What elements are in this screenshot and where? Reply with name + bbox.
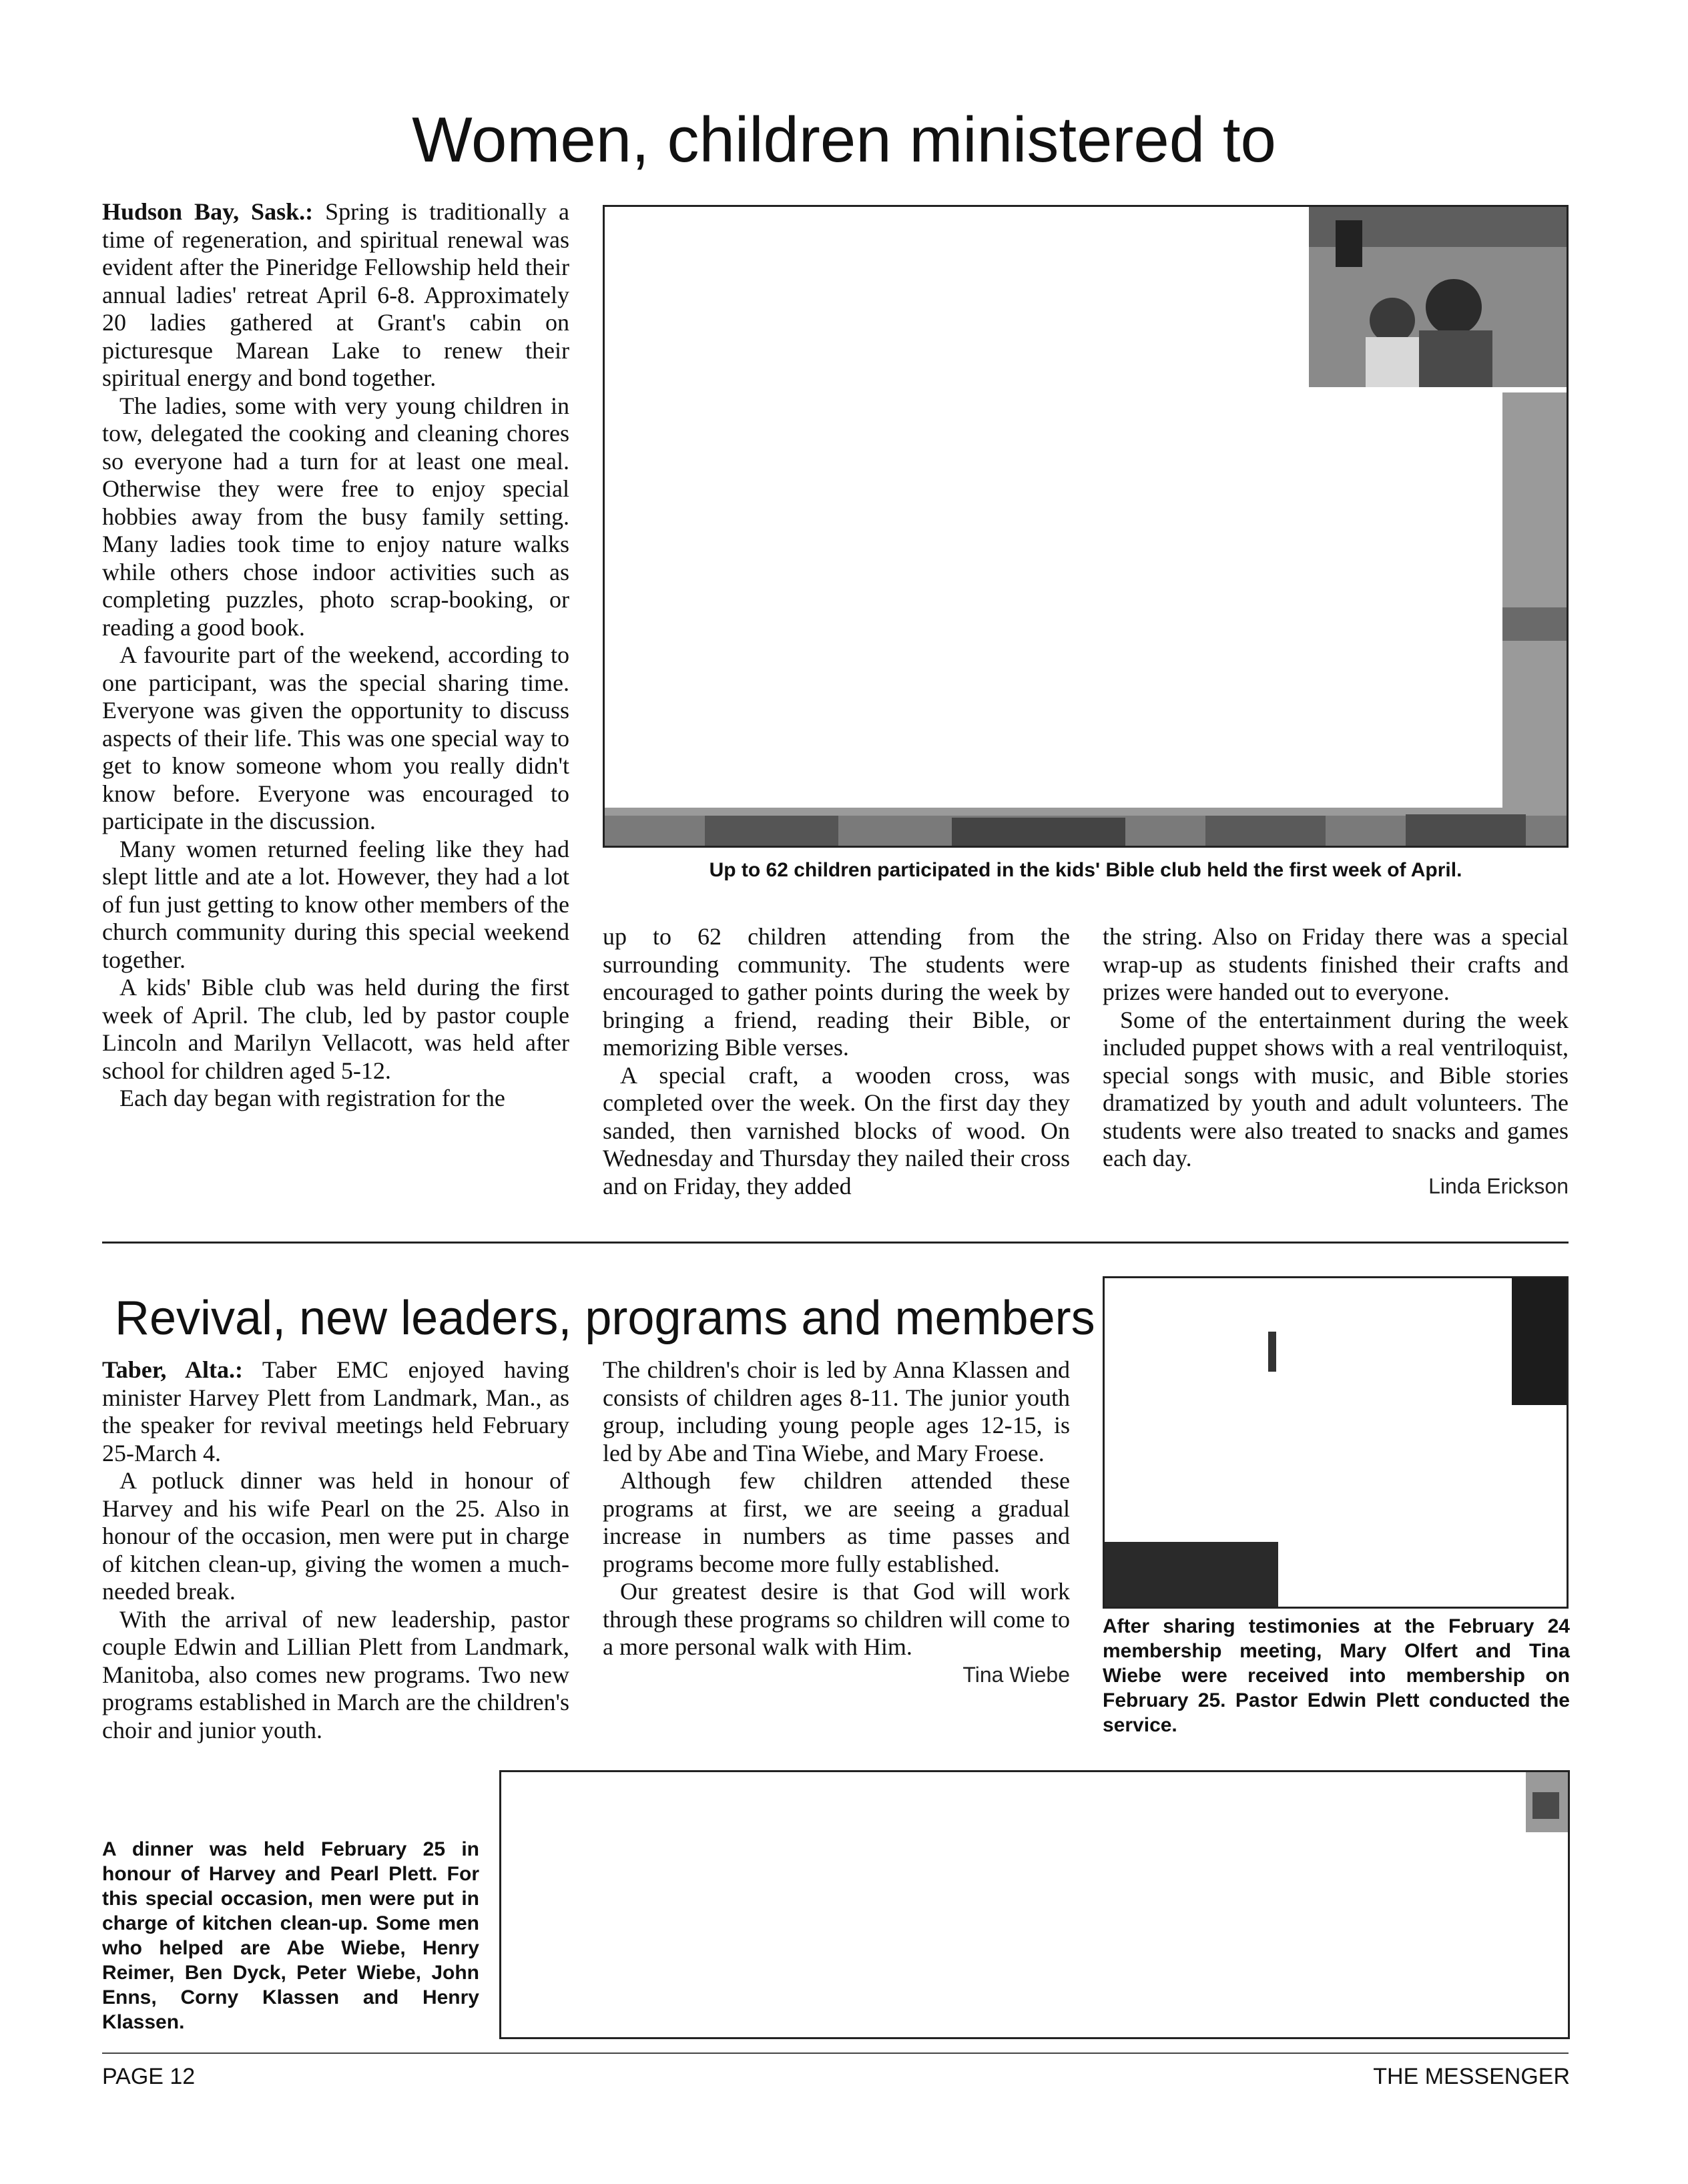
paragraph: A special craft, a wooden cross, was completed over the week. On the first day they sanded, then varnished blocks of wood. On Wednesday and Thursday they nailed their cross and on Friday, they added [603, 1061, 1070, 1199]
dinner-caption: A dinner was held February 25 in honour of Harvey and Pearl Plett. For this special occasion, men were put in charge of kitchen clean-up. Some men who helped are Abe Wiebe, Henry Reimer, Ben Dyck, Peter Wiebe, John Enns, Corny Klassen and Henry Klassen. [102, 1838, 479, 2033]
paragraph: Each day began with registration for the [119, 1085, 505, 1111]
article-column [102, 1356, 569, 1744]
paragraph: A potluck dinner was held in honour of Harvey and his wife Pearl on the 25. Also in honour of the occasion, men were put in charge of kitchen clean-up, giving the women a much-needed break. [102, 1467, 569, 1605]
photo-caption: After sharing testimonies at the February 24 membership meeting, Mary Olfert and Tina Wiebe were received into membership on February 25. Pastor Edwin Plett conducted the service. [1103, 1615, 1570, 1736]
photo-caption: Up to 62 children participated in the kids' Bible club held the first week of April. [709, 859, 1462, 881]
paragraph: Some of the entertainment during the week included puppet shows with a real ventriloquist, special songs with music, and Bible stories dramatized by youth and adult volunteers. The students were also treated to snacks and games each day. [1103, 1006, 1569, 1171]
photo-fragments [1105, 1278, 1567, 1607]
article-column [603, 1356, 1070, 1689]
paragraph: Our greatest desire is that God will work through these programs so children will come to a more personal walk with Him. [603, 1578, 1070, 1660]
dateline: Taber, Alta.: [102, 1356, 243, 1383]
paragraph: With the arrival of new leadership, pastor couple Edwin and Lillian Plett from Landmark, Manitoba, also comes new programs. Two new programs established in March are the children's choir and junior youth. [102, 1605, 569, 1743]
article-column [603, 923, 1070, 1200]
page-number: PAGE 12 [102, 2064, 196, 2089]
section-divider [102, 1242, 1569, 1244]
paragraph: the string. Also on Friday there was a special wrap-up as students finished their crafts and prizes were handed out to everyone. [1103, 923, 1569, 1005]
paragraph: Many women returned feeling like they had slept little and ate a lot. However, they had a lot of fun just getting to know other members of the church community during this special weekend together. [102, 835, 569, 973]
paragraph: Taber, Alta.: Taber EMC enjoyed having minister Harvey Plett from Landmark, Man., as the speaker for revival meetings held February 25-March 4. [102, 1356, 569, 1466]
byline: Linda Erickson [1428, 1173, 1569, 1198]
article-column [1103, 923, 1569, 1200]
paragraph: up to 62 children attending from the surrounding community. The students were encouraged to gather points during the week by bringing a friend, reading their Bible, or memorizing Bible verses. [603, 923, 1070, 1061]
paragraph: A favourite part of the weekend, according to one participant, was the special sharing time. Everyone was given the opportunity to discuss aspects of their life. This was one special way to get to know someone whom you really didn't know before. Everyone was encouraged to participate in the discussion. [102, 641, 569, 834]
footer-rule [102, 2053, 1569, 2054]
dateline: Hudson Bay, Sask.: [102, 198, 314, 225]
byline: Tina Wiebe [962, 1662, 1070, 1687]
photo-fragments [501, 1772, 1568, 2037]
article-title: Women, children ministered to [412, 104, 1276, 176]
paragraph: Hudson Bay, Sask.: Spring is traditionally a time of regeneration, and spiritual renewal was evident after the Pineridge Fellowship held their annual ladies' retreat April 6-8. Approximately 20 ladies gathered at Grant's cabin on picturesque Marean Lake to renew their spiritual energy and bond together. [102, 198, 569, 391]
membership-photo [1103, 1276, 1569, 1609]
dinner-photo [499, 1770, 1570, 2039]
paragraph: Although few children attended these programs at first, we are seeing a gradual increase in numbers as time passes and programs become more fully established. [603, 1467, 1070, 1577]
paragraph: The children's choir is led by Anna Klassen and consists of children ages 8-11. The junior youth group, including young people ages 12-15, is led by Abe and Tina Wiebe, and Mary Froese. [603, 1356, 1070, 1466]
photo-fragments [605, 207, 1567, 846]
paragraph: A kids' Bible club was held during the first week of April. The club, led by pastor couple Lincoln and Marilyn Vellacott, was held after school for children aged 5-12. [102, 974, 569, 1084]
article-column [102, 198, 569, 1113]
paragraph: The ladies, some with very young children in tow, delegated the cooking and cleaning chores so everyone had a turn for at least one meal. Otherwise they were free to enjoy special hobbies away from the busy family setting. Many ladies took time to enjoy nature walks while others chose indoor activities such as completing puzzles, photo scrap-booking, or reading a good book. [102, 392, 569, 641]
publication-name: THE MESSENGER [1373, 2064, 1570, 2089]
article-title: Revival, new leaders, programs and members [115, 1292, 1095, 1345]
kids-bible-club-photo [603, 205, 1569, 848]
